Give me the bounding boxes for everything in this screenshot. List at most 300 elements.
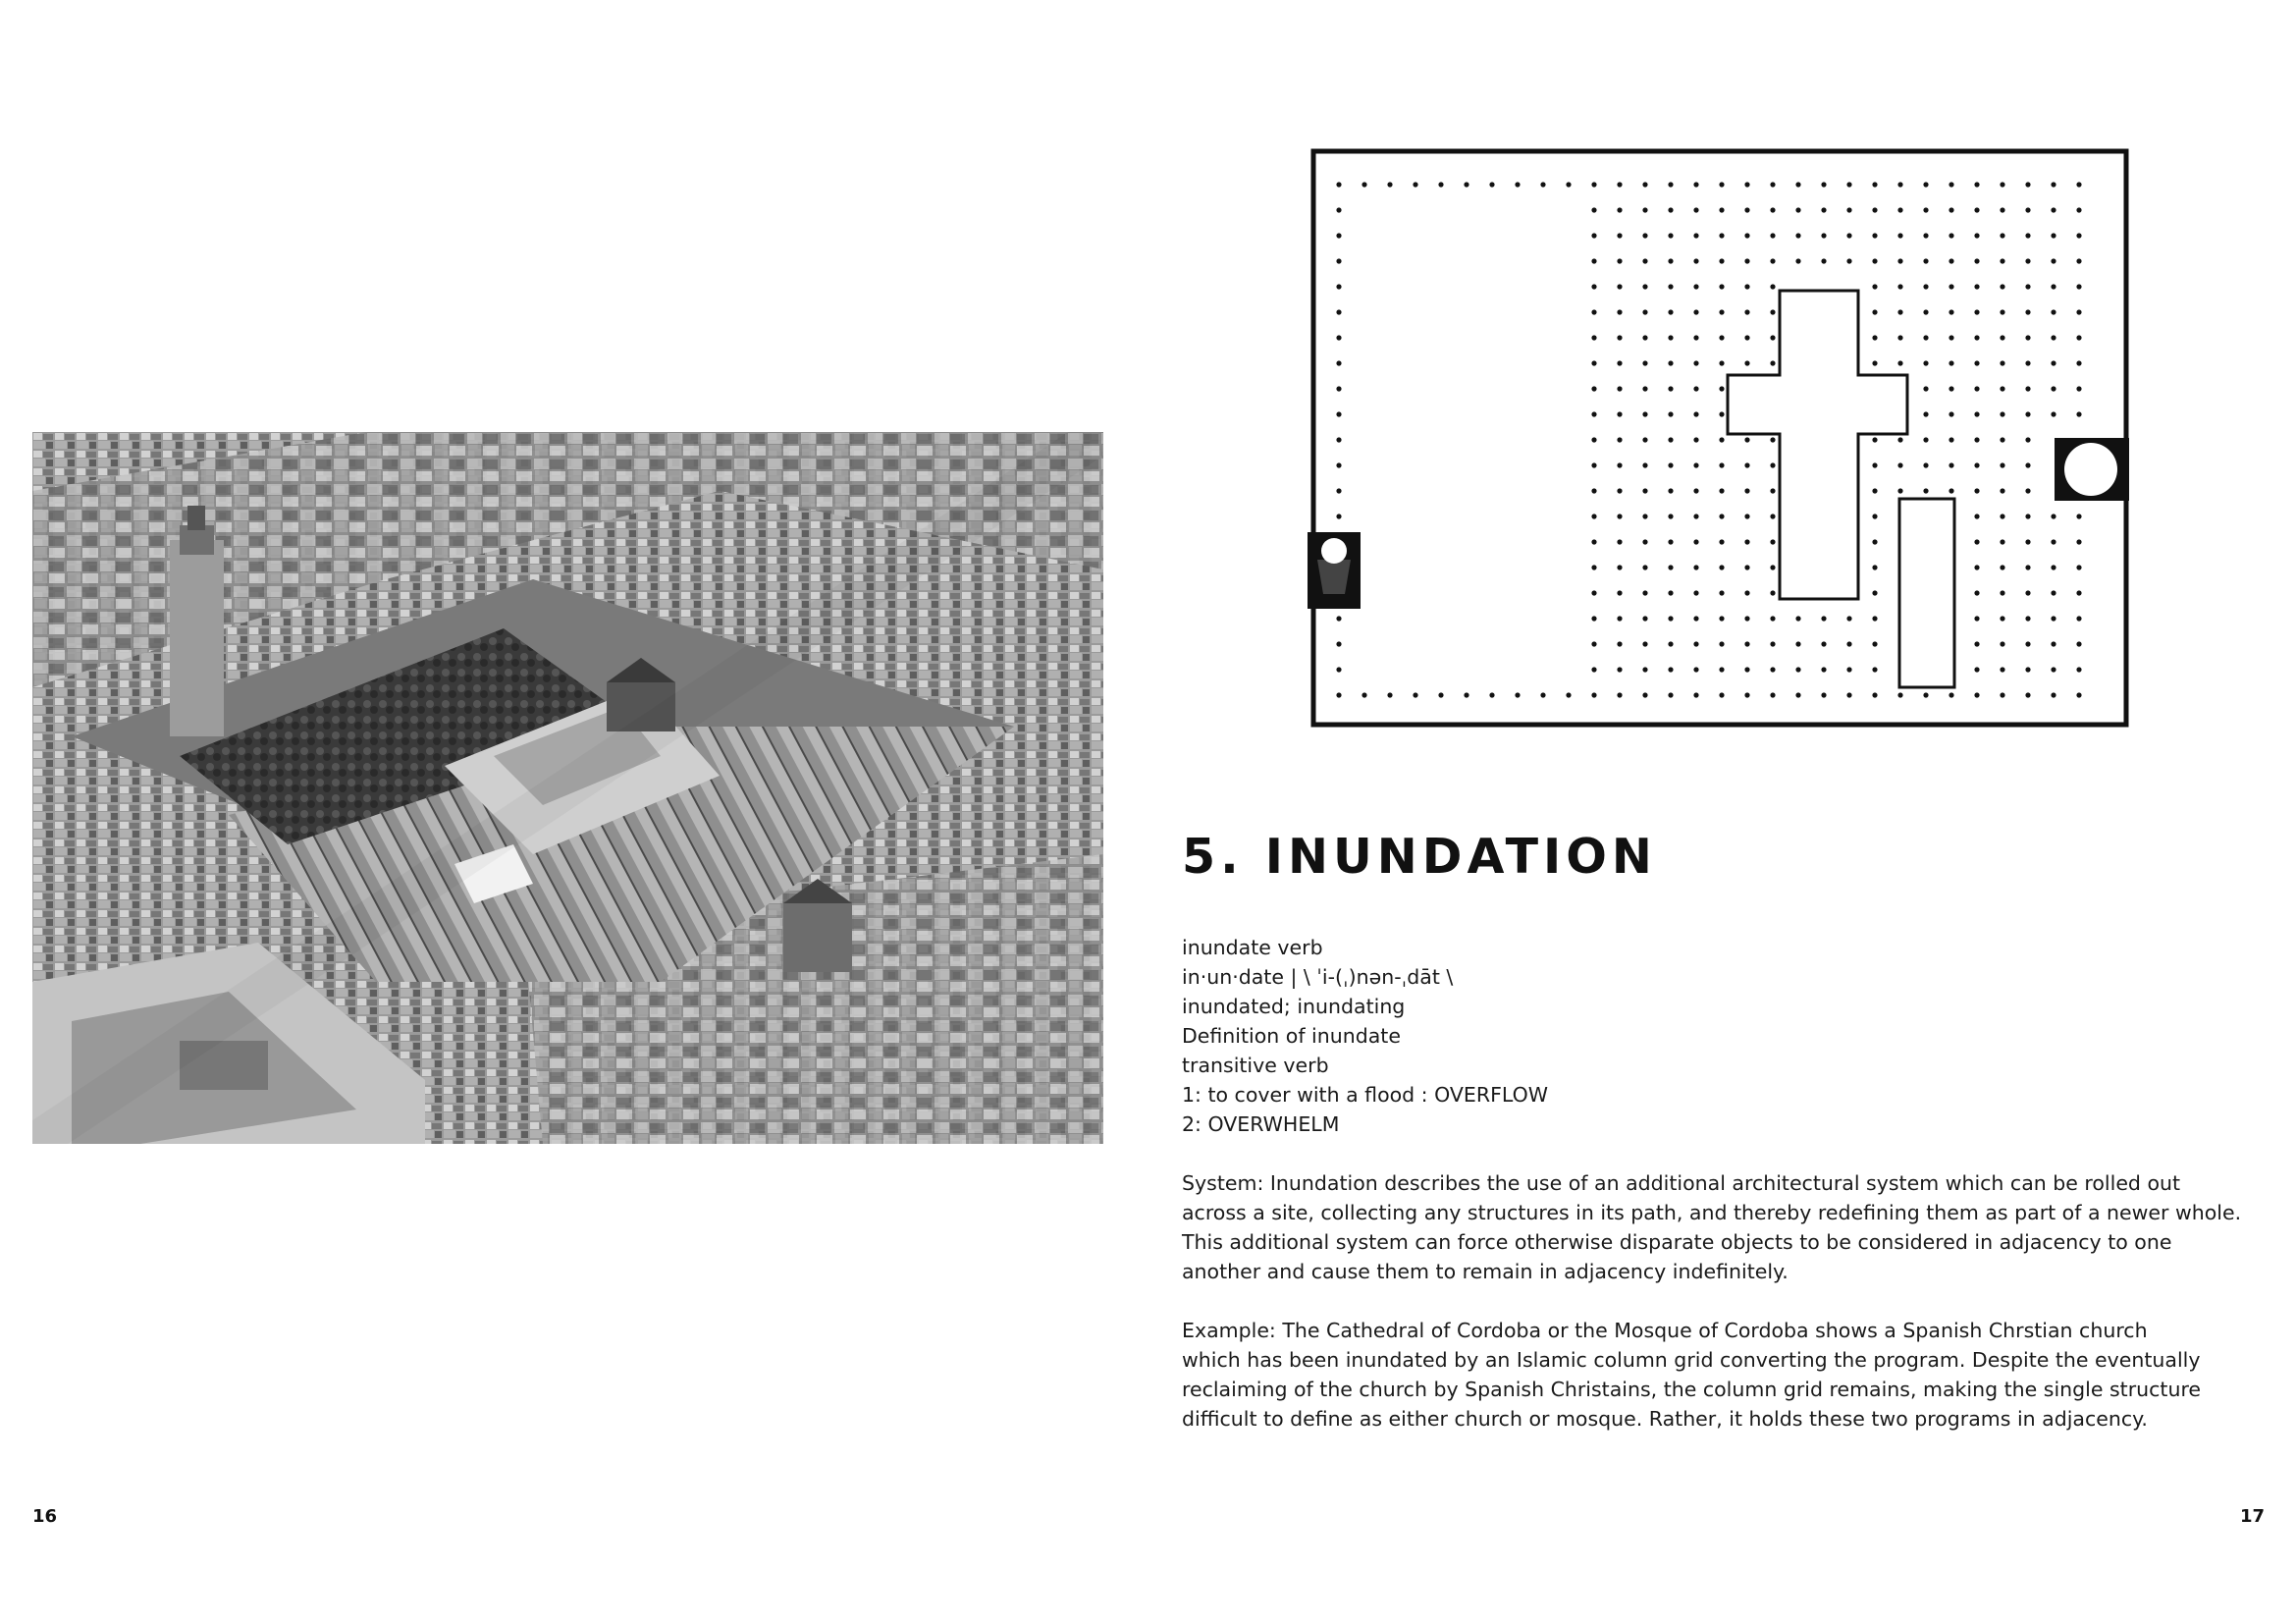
column-dot <box>2025 641 2030 646</box>
column-dot <box>2000 616 2004 621</box>
column-dot <box>1693 258 1698 263</box>
column-dot <box>1744 258 1749 263</box>
column-dot <box>2025 284 2030 289</box>
column-dot <box>1668 565 1673 569</box>
column-dot <box>1642 284 1647 289</box>
section-heading: 5. INUNDATION <box>1182 829 1657 885</box>
column-dot <box>1693 462 1698 467</box>
column-dot <box>1719 488 1724 493</box>
column-dot <box>2076 335 2081 340</box>
column-dot <box>1897 207 1902 212</box>
column-dot <box>1744 641 1749 646</box>
column-dot <box>2051 565 2056 569</box>
column-dot <box>1770 233 1775 238</box>
column-dot <box>1668 667 1673 672</box>
column-dot <box>1591 616 1596 621</box>
column-dot <box>1821 233 1826 238</box>
column-dot <box>1336 462 1341 467</box>
column-dot <box>1336 437 1341 442</box>
column-dot <box>1642 667 1647 672</box>
column-dot <box>1642 182 1647 187</box>
column-dot <box>1617 462 1622 467</box>
column-dot <box>1821 616 1826 621</box>
column-dot <box>1897 233 1902 238</box>
column-dot <box>1770 284 1775 289</box>
column-dot <box>1974 514 1979 518</box>
column-dot <box>1770 590 1775 595</box>
column-dot <box>2051 233 2056 238</box>
column-dot <box>1770 258 1775 263</box>
column-dot <box>1974 284 1979 289</box>
column-dot <box>2076 667 2081 672</box>
column-dot <box>1642 514 1647 518</box>
definition-line: Definition of inundate <box>1182 1024 1401 1048</box>
column-dot <box>1974 411 1979 416</box>
column-dot <box>1540 692 1545 697</box>
column-dot <box>1617 641 1622 646</box>
column-dot <box>1719 360 1724 365</box>
column-dot <box>2025 360 2030 365</box>
column-dot <box>1591 309 1596 314</box>
column-dot <box>1719 437 1724 442</box>
column-dot <box>1336 514 1341 518</box>
column-dot <box>2000 488 2004 493</box>
column-dot <box>1642 386 1647 391</box>
column-dot <box>2076 386 2081 391</box>
column-dot <box>1617 565 1622 569</box>
column-dot <box>2000 411 2004 416</box>
column-dot <box>1642 462 1647 467</box>
column-dot <box>1617 258 1622 263</box>
column-dot <box>1336 411 1341 416</box>
column-dot <box>1770 641 1775 646</box>
column-dot <box>1872 667 1877 672</box>
column-dot <box>1719 641 1724 646</box>
column-dot <box>1949 437 1953 442</box>
column-dot <box>1949 462 1953 467</box>
column-dot <box>1821 667 1826 672</box>
column-dot <box>1362 692 1366 697</box>
column-dot <box>1974 207 1979 212</box>
column-dot <box>2025 411 2030 416</box>
column-dot <box>1872 360 1877 365</box>
column-dot <box>1872 616 1877 621</box>
column-dot <box>2025 616 2030 621</box>
column-dot <box>1591 284 1596 289</box>
column-dot <box>1897 284 1902 289</box>
column-dot <box>2025 488 2030 493</box>
column-dot <box>2051 411 2056 416</box>
column-dot <box>1744 207 1749 212</box>
column-dot <box>1668 641 1673 646</box>
column-dot <box>1668 514 1673 518</box>
column-dot <box>1336 335 1341 340</box>
column-dot <box>1566 182 1571 187</box>
column-dot <box>1642 335 1647 340</box>
column-dot <box>1923 207 1928 212</box>
column-dot <box>1872 590 1877 595</box>
column-dot <box>1617 590 1622 595</box>
column-dot <box>2000 284 2004 289</box>
column-dot <box>1719 667 1724 672</box>
column-dot <box>2051 207 2056 212</box>
column-dot <box>1719 514 1724 518</box>
column-dot <box>1642 309 1647 314</box>
column-dot <box>1744 692 1749 697</box>
column-dot <box>1974 360 1979 365</box>
column-dot <box>1719 411 1724 416</box>
column-dot <box>1795 667 1800 672</box>
column-dot <box>1872 258 1877 263</box>
column-dot <box>1795 616 1800 621</box>
column-dot <box>2051 667 2056 672</box>
column-dot <box>1336 207 1341 212</box>
system-line: This additional system can force otherwise disparate objects to be considered in adjacency to one <box>1182 1230 2172 1254</box>
column-dot <box>1336 284 1341 289</box>
column-dot <box>1974 258 1979 263</box>
column-dot <box>1719 207 1724 212</box>
column-dot <box>1668 386 1673 391</box>
column-dot <box>1872 233 1877 238</box>
column-dot <box>1438 692 1443 697</box>
column-dot <box>1795 692 1800 697</box>
column-dot <box>2076 309 2081 314</box>
column-dot <box>1591 411 1596 416</box>
column-dot <box>1336 667 1341 672</box>
column-dot <box>1668 411 1673 416</box>
definition-line: transitive verb <box>1182 1054 1329 1077</box>
column-dot <box>1693 386 1698 391</box>
column-dot <box>1617 386 1622 391</box>
column-dot <box>1591 692 1596 697</box>
column-dot <box>1719 335 1724 340</box>
column-dot <box>1668 207 1673 212</box>
column-dot <box>1872 335 1877 340</box>
column-dot <box>2051 284 2056 289</box>
column-dot <box>1923 258 1928 263</box>
column-dot <box>1770 360 1775 365</box>
column-dot <box>1846 233 1851 238</box>
column-dot <box>1515 182 1520 187</box>
column-dot <box>1897 437 1902 442</box>
column-dot <box>1668 462 1673 467</box>
column-dot <box>1668 539 1673 544</box>
column-dot <box>1693 233 1698 238</box>
column-dot <box>1974 590 1979 595</box>
column-dot <box>1974 667 1979 672</box>
column-dot <box>2076 616 2081 621</box>
column-dot <box>1872 539 1877 544</box>
aerial-city-image <box>32 432 1103 1144</box>
column-dot <box>1617 182 1622 187</box>
column-dot <box>1642 539 1647 544</box>
column-dot <box>1795 641 1800 646</box>
column-dot <box>2000 590 2004 595</box>
column-dot <box>1642 565 1647 569</box>
column-dot <box>2076 565 2081 569</box>
column-dot <box>1770 309 1775 314</box>
column-dot <box>1744 182 1749 187</box>
column-dot <box>1668 692 1673 697</box>
column-dot <box>1464 182 1468 187</box>
column-dot <box>1770 437 1775 442</box>
column-dot <box>1617 309 1622 314</box>
column-dot <box>1668 616 1673 621</box>
definition-line: inundate verb <box>1182 936 1323 959</box>
example-line: Example: The Cathedral of Cordoba or the Mosque of Cordoba shows a Spanish Chrstian church <box>1182 1319 2148 1342</box>
column-dot <box>1846 258 1851 263</box>
column-dot <box>1770 692 1775 697</box>
column-dot <box>1693 182 1698 187</box>
column-dot <box>2051 616 2056 621</box>
column-dot <box>1949 207 1953 212</box>
example-line: difficult to define as either church or mosque. Rather, it holds these two programs in adjacency. <box>1182 1407 2148 1431</box>
column-dot <box>1821 692 1826 697</box>
system-line: across a site, collecting any structures in its path, and thereby redefining them as part of a newer whole. <box>1182 1201 2242 1224</box>
column-dot <box>1949 258 1953 263</box>
column-dot <box>1336 309 1341 314</box>
column-dot <box>1642 411 1647 416</box>
column-dot <box>2000 233 2004 238</box>
column-dot <box>1591 233 1596 238</box>
column-dot <box>1617 335 1622 340</box>
column-dot <box>2076 641 2081 646</box>
column-dot <box>1821 641 1826 646</box>
column-dot <box>1668 182 1673 187</box>
column-dot <box>1744 335 1749 340</box>
left-entrance-marker <box>1308 532 1361 609</box>
column-dot <box>1617 284 1622 289</box>
column-dot <box>1949 411 1953 416</box>
column-dot <box>1693 284 1698 289</box>
column-dot <box>2000 207 2004 212</box>
column-dot <box>1923 488 1928 493</box>
column-dot <box>1872 565 1877 569</box>
column-dot <box>1387 692 1392 697</box>
column-dot <box>1693 360 1698 365</box>
column-dot <box>1770 667 1775 672</box>
column-dot <box>1795 258 1800 263</box>
column-dot <box>1744 616 1749 621</box>
column-dot <box>1642 692 1647 697</box>
column-dot <box>1591 514 1596 518</box>
column-dot <box>1846 667 1851 672</box>
column-dot <box>1974 309 1979 314</box>
column-dot <box>1668 284 1673 289</box>
column-dot <box>1974 641 1979 646</box>
column-dot <box>1872 692 1877 697</box>
column-dot <box>1693 488 1698 493</box>
column-dot <box>2076 514 2081 518</box>
column-dot <box>2025 590 2030 595</box>
column-dot <box>1846 182 1851 187</box>
column-dot <box>1668 488 1673 493</box>
column-dot <box>1642 233 1647 238</box>
column-dot <box>1744 590 1749 595</box>
column-dot <box>1770 616 1775 621</box>
column-dot <box>2076 233 2081 238</box>
column-dot <box>1642 360 1647 365</box>
column-dot <box>1693 616 1698 621</box>
column-dot <box>1795 207 1800 212</box>
column-dot <box>1795 233 1800 238</box>
column-dot <box>1770 565 1775 569</box>
column-dot <box>2025 667 2030 672</box>
column-dot <box>1897 692 1902 697</box>
column-dot <box>2000 335 2004 340</box>
example-line: which has been inundated by an Islamic column grid converting the program. Despite the eventually <box>1182 1348 2201 1372</box>
column-dot <box>1668 437 1673 442</box>
column-dot <box>1770 514 1775 518</box>
column-dot <box>1949 309 1953 314</box>
column-dot <box>2000 667 2004 672</box>
column-dot <box>1591 386 1596 391</box>
column-dot <box>1897 488 1902 493</box>
column-dot <box>2025 514 2030 518</box>
page-number-left: 16 <box>32 1506 58 1527</box>
column-dot <box>1591 667 1596 672</box>
column-dot <box>1770 539 1775 544</box>
column-dot <box>1744 309 1749 314</box>
page-number-right: 17 <box>2239 1506 2265 1527</box>
column-dot <box>1872 641 1877 646</box>
column-dot <box>1974 335 1979 340</box>
column-dot <box>1923 233 1928 238</box>
column-dot <box>1413 182 1417 187</box>
column-dot <box>1693 514 1698 518</box>
column-dot <box>1744 488 1749 493</box>
system-line: System: Inundation describes the use of an additional architectural system which can be rolled out <box>1182 1171 2181 1195</box>
column-dot <box>1897 258 1902 263</box>
column-dot <box>1770 462 1775 467</box>
column-dot <box>1668 233 1673 238</box>
column-dot <box>1642 258 1647 263</box>
column-dot <box>1693 207 1698 212</box>
column-dot <box>1591 360 1596 365</box>
column-dot <box>1770 207 1775 212</box>
system-line: another and cause them to remain in adjacency indefinitely. <box>1182 1260 1789 1283</box>
column-dot <box>1642 437 1647 442</box>
column-dot <box>1974 565 1979 569</box>
column-dot <box>1617 667 1622 672</box>
column-dot <box>1693 437 1698 442</box>
column-dot <box>1719 309 1724 314</box>
column-dot <box>1923 437 1928 442</box>
column-dot <box>1438 182 1443 187</box>
column-dot <box>1693 667 1698 672</box>
column-dot <box>1923 335 1928 340</box>
column-dot <box>1949 488 1953 493</box>
column-dot <box>1617 514 1622 518</box>
column-dot <box>1719 616 1724 621</box>
column-dot <box>2076 411 2081 416</box>
column-dot <box>1591 641 1596 646</box>
column-dot <box>1795 182 1800 187</box>
column-dot <box>1744 284 1749 289</box>
column-dot <box>1591 182 1596 187</box>
column-dot <box>2076 360 2081 365</box>
column-dot <box>1617 692 1622 697</box>
column-dot <box>1617 437 1622 442</box>
column-dot <box>1617 360 1622 365</box>
column-dot <box>1642 616 1647 621</box>
plan-diagram <box>1306 147 2130 736</box>
column-dot <box>1872 488 1877 493</box>
right-entrance-marker <box>2055 438 2129 501</box>
column-dot <box>1872 207 1877 212</box>
definition-line: 1: to cover with a flood : OVERFLOW <box>1182 1083 1548 1107</box>
column-dot <box>1617 488 1622 493</box>
column-dot <box>1949 692 1953 697</box>
column-dot <box>1489 182 1494 187</box>
column-dot <box>1744 360 1749 365</box>
column-dot <box>1744 514 1749 518</box>
column-dot <box>1336 233 1341 238</box>
column-dot <box>1515 692 1520 697</box>
column-dot <box>1923 462 1928 467</box>
column-dot <box>1897 335 1902 340</box>
column-dot <box>1974 233 1979 238</box>
column-dot <box>1693 565 1698 569</box>
column-dot <box>1693 335 1698 340</box>
definition-line: 2: OVERWHELM <box>1182 1112 1340 1136</box>
column-dot <box>1668 335 1673 340</box>
column-dot <box>1872 462 1877 467</box>
column-dot <box>1668 360 1673 365</box>
column-dot <box>2051 258 2056 263</box>
column-dot <box>1744 539 1749 544</box>
column-dot <box>1872 309 1877 314</box>
column-dot <box>1693 411 1698 416</box>
column-dot <box>1821 207 1826 212</box>
column-dot <box>1770 488 1775 493</box>
column-dot <box>2000 360 2004 365</box>
definition-line: inundated; inundating <box>1182 995 1406 1018</box>
aerial-photo <box>32 432 1103 1144</box>
column-dot <box>1949 284 1953 289</box>
definition-line: in·un·date | \ ˈi-(ˌ)nən-ˌdāt \ <box>1182 965 1454 989</box>
column-dot <box>2076 284 2081 289</box>
column-dot <box>1668 309 1673 314</box>
column-dot <box>1744 233 1749 238</box>
column-dot <box>1617 539 1622 544</box>
column-dot <box>1591 437 1596 442</box>
column-dot <box>1464 692 1468 697</box>
column-dot <box>2000 258 2004 263</box>
column-dot <box>1821 182 1826 187</box>
column-dot <box>1872 284 1877 289</box>
column-dot <box>2000 437 2004 442</box>
column-dot <box>1923 309 1928 314</box>
column-dot <box>1336 182 1341 187</box>
column-dot <box>2025 692 2030 697</box>
column-dot <box>1974 692 1979 697</box>
column-dot <box>2051 539 2056 544</box>
column-dot <box>1923 411 1928 416</box>
column-dot <box>1719 692 1724 697</box>
column-dot <box>2025 437 2030 442</box>
column-dot <box>1719 386 1724 391</box>
column-dot <box>2076 590 2081 595</box>
column-dot <box>1362 182 1366 187</box>
column-dot <box>2025 258 2030 263</box>
column-dot <box>1846 641 1851 646</box>
column-dot <box>2051 309 2056 314</box>
column-dot <box>1872 182 1877 187</box>
column-dot <box>1897 182 1902 187</box>
column-dot <box>1744 667 1749 672</box>
column-dot <box>1949 335 1953 340</box>
